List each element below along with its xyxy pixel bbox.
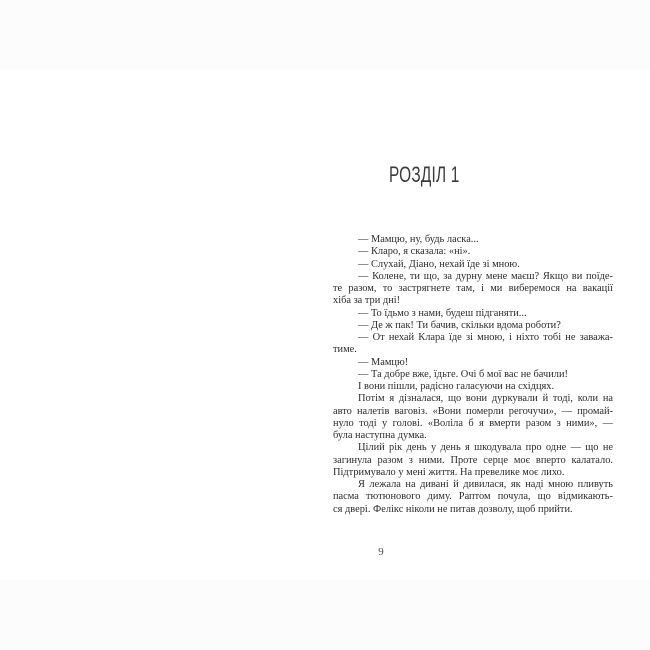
- text-line: — Кларо, я сказала: «ні».: [358, 246, 471, 258]
- text-line: Цілий рік день у день я шкодувала про одне — що не: [358, 442, 613, 454]
- text-line: — Та добре вже, їдьте. Очі б мої вас не бачили!: [358, 368, 568, 380]
- text-line: — Колене, ти що, за дурну мене маєш? Якщо ви поїде-: [358, 270, 613, 282]
- text-line: Потім я дізналася, що вони дуркували й тоді, коли на: [358, 393, 613, 405]
- top-margin-band: [0, 0, 650, 70]
- paragraph: [333, 479, 613, 516]
- text-line: загинула разом з ними. Проте серце моє вперто калатало.: [333, 454, 613, 466]
- chapter-title: РОЗДІЛ 1: [389, 162, 460, 187]
- paragraph: [333, 369, 613, 381]
- text-line: ся двері. Фелікс ніколи не питав дозволу, щоб прийти.: [333, 503, 573, 515]
- text-line: Я лежала на дивані й дивилася, як наді мною пливуть: [358, 479, 613, 490]
- paragraph: [333, 320, 613, 332]
- text-line: була наступна думка.: [333, 430, 427, 441]
- paragraph: [333, 259, 613, 271]
- paragraph: [333, 271, 613, 308]
- text-line: — Мамцю!: [358, 356, 409, 368]
- paragraph: [333, 234, 613, 246]
- text-line: — Слухай, Діано, нехай їде зі мною.: [358, 258, 520, 270]
- paragraph: [333, 357, 613, 369]
- page-number: 9: [378, 546, 384, 558]
- text-line: тиме.: [333, 344, 357, 356]
- text-line: нуло тоді у голові. «Воліла б я вмерти разом з ними», —: [333, 417, 613, 429]
- paragraph: [333, 393, 613, 442]
- text-line: — То їдьмо з нами, будеш підганяти...: [358, 307, 527, 319]
- paragraph: [333, 332, 613, 357]
- bottom-margin-band: [0, 580, 650, 650]
- text-line: — От нехай Клара їде зі мною, і ніхто тобі не заважа-: [358, 332, 613, 343]
- paragraph: [333, 246, 613, 258]
- paragraph: [333, 308, 613, 320]
- text-line: — Мамцю, ну, будь ласка...: [358, 234, 479, 245]
- paragraph: [333, 442, 613, 479]
- text-line: те разом, то застрягнете там, і ми виберемося на вакації: [333, 283, 613, 294]
- body-text: [333, 234, 613, 516]
- text-line: хіба за три дні!: [333, 295, 401, 307]
- text-line: авто налетів ваговіз. «Вони померли регочучи», — промай-: [333, 405, 613, 417]
- text-line: пасма тютюнового диму. Раптом почула, що відмикають-: [333, 491, 613, 503]
- paragraph: [333, 381, 613, 393]
- text-line: — Де ж пак! Ти бачив, скільки вдома роботи?: [358, 319, 561, 331]
- text-line: І вони пішли, радісно галасуючи на східцях.: [358, 381, 555, 392]
- text-line: Підтримувало у мені життя. На превелике моє лихо.: [333, 466, 565, 478]
